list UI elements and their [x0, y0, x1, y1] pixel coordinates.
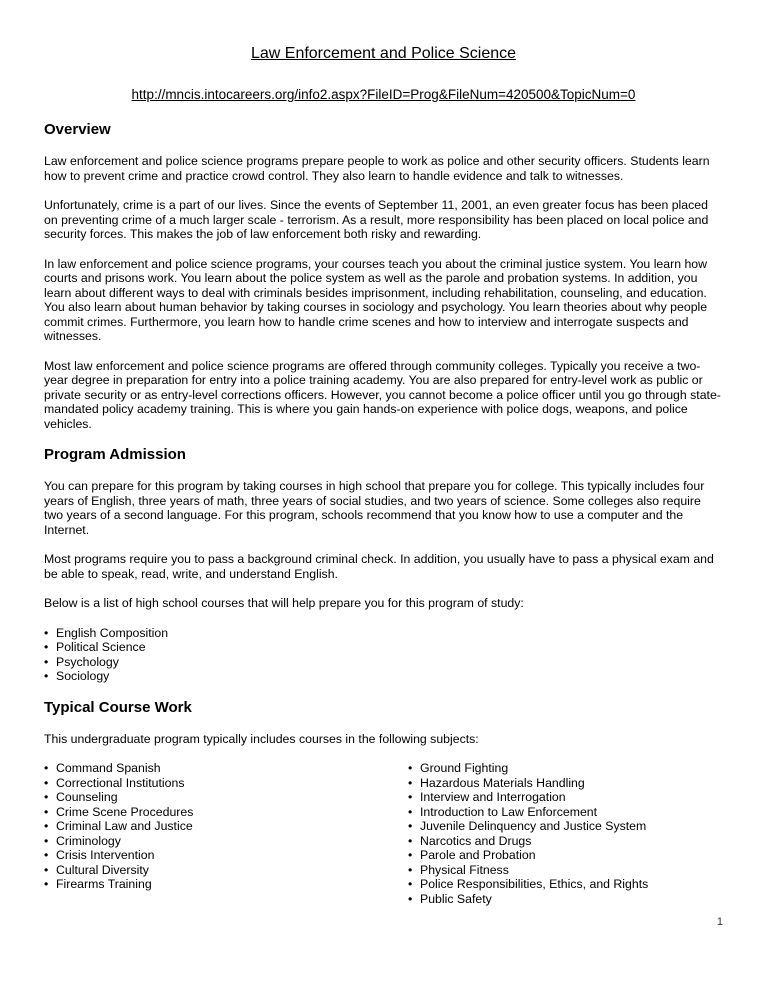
course-item: • Parole and Probation	[408, 848, 723, 863]
section-heading-typical-course-work: Typical Course Work	[44, 698, 192, 716]
program-admission-paragraph: Most programs require you to pass a background criminal check. In addition, you usually have to pass a physical exam and be able to speak, read, write, and understand English.	[44, 552, 714, 581]
page-title: Law Enforcement and Police Science	[250, 45, 517, 62]
page-number: 1	[716, 916, 723, 928]
course-item: • Criminology	[44, 834, 408, 849]
overview-paragraph: Unfortunately, crime is a part of our lives. Since the events of September 11, 2001, an even greater focus has been placed on preventing crime of a much larger scale - terrorism. As a result, more responsibility has been placed on local police and security forces. This makes the job of law enforcement both risky and rewarding.	[44, 198, 709, 241]
course-column-left	[44, 761, 408, 906]
course-item: • Criminal Law and Justice	[44, 819, 408, 834]
course-item: • Public Safety	[408, 892, 723, 907]
course-item: • Physical Fitness	[408, 863, 723, 878]
course-column-right	[408, 761, 723, 906]
course-item: • Hazardous Materials Handling	[408, 776, 723, 791]
section-heading-program-admission: Program Admission	[44, 446, 186, 463]
course-item: • Correctional Institutions	[44, 776, 408, 791]
course-list-left	[44, 761, 408, 892]
course-item: • Juvenile Delinquency and Justice System	[408, 819, 723, 834]
course-item: • Command Spanish	[44, 761, 408, 776]
hs-course-item: • Psychology	[44, 655, 723, 670]
course-list-right	[408, 761, 723, 906]
course-item: • Counseling	[44, 790, 408, 805]
course-item: • Firearms Training	[44, 877, 408, 892]
course-work-intro: This undergraduate program typically includes courses in the following subjects:	[44, 731, 479, 746]
course-item: • Police Responsibilities, Ethics, and Rights	[408, 877, 723, 892]
course-columns	[44, 761, 723, 906]
overview-paragraph: Law enforcement and police science programs prepare people to work as police and other security officers. Students learn how to prevent crime and practice crowd control. They also learn to handle evidence and talk to witnesses.	[44, 154, 710, 183]
section-heading-overview: Overview	[44, 121, 111, 138]
hs-course-item: • Political Science	[44, 640, 723, 655]
course-item: • Introduction to Law Enforcement	[408, 805, 723, 820]
hs-course-list-intro: Below is a list of high school courses that will help prepare you for this program of study:	[44, 596, 524, 610]
overview-paragraph: In law enforcement and police science programs, your courses teach you about the criminal justice system. You learn how courts and prisons work. You learn about the police system as well as the parole and probation systems. In addition, you learn about different ways to deal with criminals besides imprisonment, including rehabilitation, counseling, and education. You also learn about human behavior by taking courses in sociology and psychology. You learn theories about why people commit crimes. Furthermore, you learn how to handle crime scenes and how to interview and interrogate suspects and witnesses.	[44, 256, 708, 343]
course-item: • Crime Scene Procedures	[44, 805, 408, 820]
source-link[interactable]: http://mncis.intocareers.org/info2.aspx?FileID=Prog&FileNum=420500&TopicNum=0	[131, 87, 636, 102]
course-item: • Crisis Intervention	[44, 848, 408, 863]
hs-course-item: • Sociology	[44, 669, 723, 684]
hs-course-item: • English Composition	[44, 626, 723, 641]
course-item: • Interview and Interrogation	[408, 790, 723, 805]
overview-paragraph: Most law enforcement and police science programs are offered through community colleges. Typically you receive a two-year degree in preparation for entry into a police training academy. You are also prepared for entry-level work as public or private security or as entry-level corrections officers. However, you cannot become a police officer until you go through state-mandated policy academy training. This is where you gain hands-on experience with police dogs, weapons, and police vehicles.	[44, 358, 721, 431]
course-item: • Narcotics and Drugs	[408, 834, 723, 849]
course-item: • Cultural Diversity	[44, 863, 408, 878]
source-link-row	[44, 86, 723, 104]
course-item: • Ground Fighting	[408, 761, 723, 776]
program-admission-paragraph: You can prepare for this program by taking courses in high school that prepare you for college. This typically includes four years of English, three years of math, three years of social studies, and two years of science. Some colleges also require two years of a second language. For this program, schools recommend that you know how to use a computer and the Internet.	[44, 479, 705, 537]
hs-course-list	[44, 626, 723, 684]
